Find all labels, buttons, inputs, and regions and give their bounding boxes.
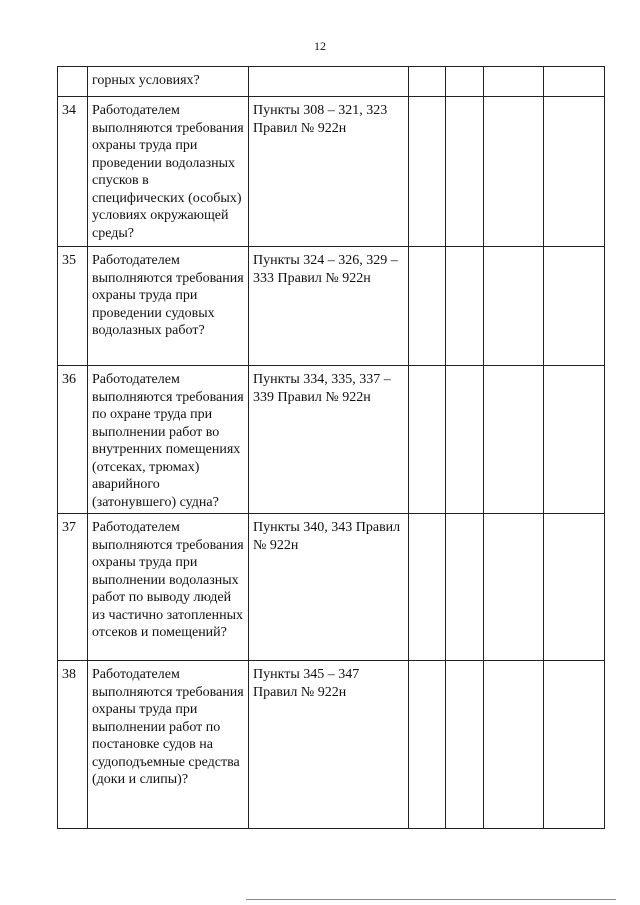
regulation-reference: Пункты 324 – 326, 329 – 333 Правил № 922н: [249, 247, 409, 366]
note-cell[interactable]: [544, 661, 605, 829]
answer-yes-cell[interactable]: [409, 366, 446, 514]
note-cell[interactable]: [544, 514, 605, 661]
regulation-reference: Пункты 340, 343 Правил № 922н: [249, 514, 409, 661]
table-row: [58, 366, 605, 514]
note-cell[interactable]: [544, 247, 605, 366]
answer-yes-cell[interactable]: [409, 661, 446, 829]
requirement-question: Работодателем выполняются требования охраны труда при проведении судовых водолазных работ?: [88, 247, 249, 366]
answer-no-cell[interactable]: [446, 97, 484, 247]
regulation-reference: Пункты 308 – 321, 323 Правил № 922н: [249, 97, 409, 247]
checklist-table: [57, 66, 605, 829]
not-applicable-cell[interactable]: [484, 247, 544, 366]
table-row: [58, 67, 605, 97]
not-applicable-cell[interactable]: [484, 67, 544, 97]
answer-yes-cell[interactable]: [409, 97, 446, 247]
requirement-question: Работодателем выполняются требования охраны труда при выполнении водолазных работ по выводу людей из частично затопленных отсеков и помещений?: [88, 514, 249, 661]
row-number: 35: [58, 247, 88, 366]
requirement-question: горных условиях?: [88, 67, 249, 97]
row-number: 36: [58, 366, 88, 514]
row-number: [58, 67, 88, 97]
not-applicable-cell[interactable]: [484, 661, 544, 829]
note-cell[interactable]: [544, 97, 605, 247]
row-number: 34: [58, 97, 88, 247]
not-applicable-cell[interactable]: [484, 514, 544, 661]
requirement-question: Работодателем выполняются требования охраны труда при проведении водолазных спусков в специфических (особых) условиях окружающей среды?: [88, 97, 249, 247]
answer-no-cell[interactable]: [446, 661, 484, 829]
bottom-divider: [246, 899, 616, 900]
regulation-reference: Пункты 345 – 347 Правил № 922н: [249, 661, 409, 829]
table-row: [58, 97, 605, 247]
answer-no-cell[interactable]: [446, 514, 484, 661]
note-cell[interactable]: [544, 366, 605, 514]
answer-yes-cell[interactable]: [409, 247, 446, 366]
row-number: 38: [58, 661, 88, 829]
table-row: [58, 247, 605, 366]
note-cell[interactable]: [544, 67, 605, 97]
not-applicable-cell[interactable]: [484, 366, 544, 514]
answer-no-cell[interactable]: [446, 366, 484, 514]
answer-no-cell[interactable]: [446, 67, 484, 97]
answer-no-cell[interactable]: [446, 247, 484, 366]
table-row: [58, 514, 605, 661]
requirement-question: Работодателем выполняются требования по охране труда при выполнении работ во внутренних помещениях (отсеках, трюмах) аварийного (затонувшего) судна?: [88, 366, 249, 514]
regulation-reference: Пункты 334, 335, 337 – 339 Правил № 922н: [249, 366, 409, 514]
table-row: [58, 661, 605, 829]
requirement-question: Работодателем выполняются требования охраны труда при выполнении работ по постановке судов на судоподъемные средства (доки и слипы)?: [88, 661, 249, 829]
page-number: 12: [314, 39, 326, 53]
answer-yes-cell[interactable]: [409, 67, 446, 97]
regulation-reference: [249, 67, 409, 97]
answer-yes-cell[interactable]: [409, 514, 446, 661]
row-number: 37: [58, 514, 88, 661]
not-applicable-cell[interactable]: [484, 97, 544, 247]
